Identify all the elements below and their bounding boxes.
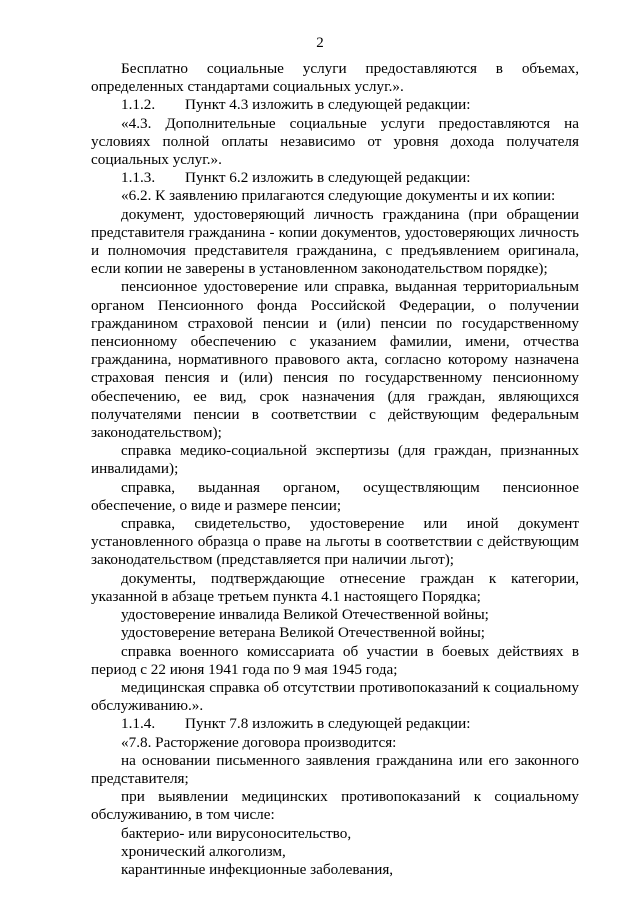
- page-number: 2: [316, 35, 324, 51]
- list-item-written-application: на основании письменного заявления гражданина или его законного представителя;: [91, 751, 579, 787]
- subclause-1-1-3: [91, 169, 579, 187]
- paragraph-clause-7-8: «7.8. Расторжение договора производится:: [121, 733, 397, 751]
- list-item-category-documents: документы, подтверждающие отнесение граждан к категории, указанной в абзаце третьем пункта 4.1 настоящего Порядка;: [91, 569, 579, 605]
- list-item-war-invalid-id: удостоверение инвалида Великой Отечественной войны;: [121, 606, 489, 624]
- list-item-pension-certificate: пенсионное удостоверение или справка, выданная территориальным органом Пенсионного фонда Российской Федерации, о получении гражданином страховой пенсии и (или) пенсии по государственному пенсионному обеспечению с указанием фамилии, имени, отчества гражданина, нормативного правового акта, согласно которому назначена страховая пенсия и (или) пенсия по государственному пенсионному обеспечению, ее вид, срок назначения (для граждан, являющихся получателями пенсии в соответствии с действующим федеральным законодательством);: [91, 278, 579, 442]
- paragraph-free-services: Бесплатно социальные услуги предоставляются в объемах, определенных стандартами социальных услуг.».: [91, 60, 579, 96]
- list-item-contraindications: при выявлении медицинских противопоказаний к социальному обслуживанию, в том числе:: [91, 788, 579, 824]
- list-item-pension-amount: справка, выданная органом, осуществляющим пенсионное обеспечение, о виде и размере пенсии;: [91, 478, 579, 514]
- paragraph-clause-4-3: «4.3. Дополнительные социальные услуги предоставляются на условиях полной оплаты независимо от уровня дохода получателя социальных услуг.».: [91, 114, 579, 169]
- list-item-medical-certificate: медицинская справка об отсутствии противопоказаний к социальному обслуживанию.».: [91, 678, 579, 715]
- list-item-war-veteran-id: удостоверение ветерана Великой Отечественной войны;: [121, 624, 486, 642]
- subclause-number: 1.1.3.: [121, 169, 156, 187]
- document-body: [91, 60, 579, 879]
- subclause-text: Пункт 6.2 изложить в следующей редакции:: [185, 169, 471, 187]
- list-item-identity-document: документ, удостоверяющий личность гражданина (при обращении представителя гражданина - копии документов, удостоверяющих личность и полномочия представителя гражданина, с предъявлением оригинала, если копии не заверены в установленном законодательством порядке);: [91, 205, 579, 278]
- subclause-1-1-4: [91, 715, 579, 733]
- list-item-chronic-alcoholism: хронический алкоголизм,: [121, 842, 286, 860]
- subclause-text: Пункт 7.8 изложить в следующей редакции:: [185, 715, 471, 733]
- list-item-quarantine-diseases: карантинные инфекционные заболевания,: [121, 860, 394, 878]
- subclause-number: 1.1.2.: [121, 96, 156, 114]
- subclause-text: Пункт 4.3 изложить в следующей редакции:: [185, 96, 471, 114]
- paragraph-clause-6-2: «6.2. К заявлению прилагаются следующие документы и их копии:: [121, 187, 556, 205]
- list-item-benefits-document: справка, свидетельство, удостоверение или иной документ установленного образца о праве на льготы в соответствии с действующим законодательством (представляется при наличии льгот);: [91, 515, 579, 569]
- list-item-carrier-state: бактерио- или вирусоносительство,: [121, 824, 352, 842]
- subclause-number: 1.1.4.: [121, 715, 156, 733]
- list-item-medical-expertise: справка медико-социальной экспертизы (для граждан, признанных инвалидами);: [91, 442, 579, 478]
- subclause-1-1-2: [91, 96, 579, 114]
- list-item-military-certificate: справка военного комиссариата об участии в боевых действиях в период с 22 июня 1941 года по 9 мая 1945 года;: [91, 642, 579, 678]
